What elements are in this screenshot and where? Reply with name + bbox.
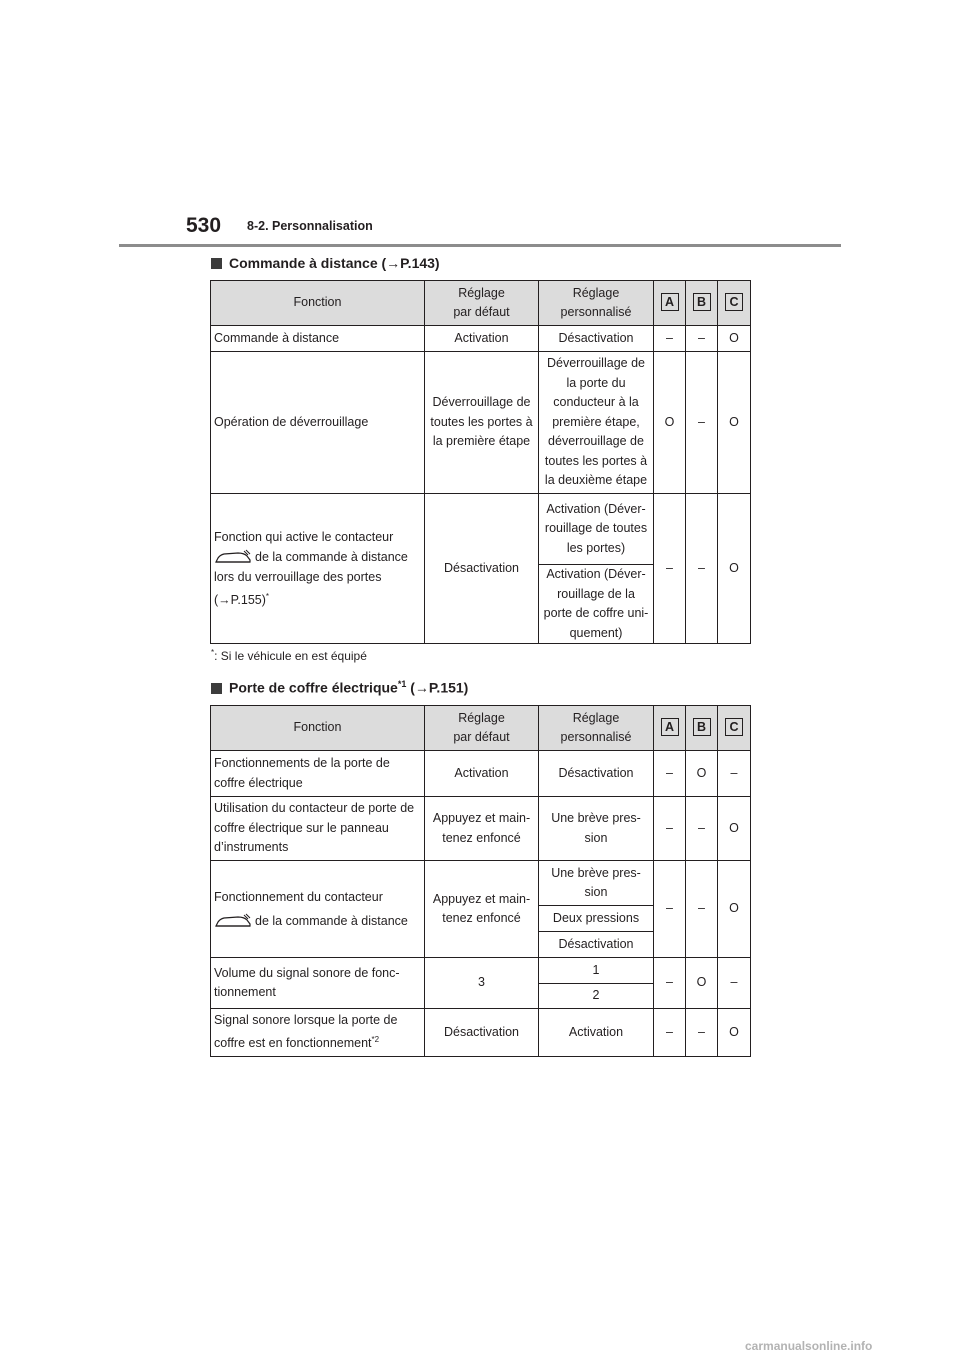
power-tailgate-table [210,705,751,1057]
cell-custom: 1 [539,958,654,984]
cell-a: – [654,494,686,644]
cell-b: – [686,494,718,644]
col-header-fonction: Fonction [211,706,425,751]
cell-a: – [654,1009,686,1057]
cell-b: – [686,352,718,494]
cell-fonction: Utilisation du contacteur de porte de coffre électrique sur le panneau d’instruments [211,797,425,861]
col-header-default: Réglage par défaut [425,281,539,326]
cell-fonction: Commande à distance [211,326,425,352]
cell-custom: Déverrouillage de la porte du conducteur à la première étape, déverrouillage de toutes les portes à la deuxième étape [539,352,654,494]
col-header-b: B [686,281,718,326]
bullet-square-icon [211,258,222,269]
cell-default: 3 [425,958,539,1009]
cell-custom: Désactivation [539,932,654,958]
cell-default: Activation [425,751,539,797]
col-header-a: A [654,281,686,326]
cell-a: – [654,326,686,352]
cell-custom: Activation [539,1009,654,1057]
col-header-fonction: Fonction [211,281,425,326]
col-header-custom: Réglage personnalisé [539,706,654,751]
col-header-b: B [686,706,718,751]
remote-key-icon [214,549,252,565]
cell-custom: Activation (Déver-rouillage de toutes les portes) [539,494,654,565]
footnote-mark: *2 [371,1035,380,1045]
cell-default: Désactivation [425,494,539,644]
cell-c: – [718,958,751,1009]
cell-fonction [211,1009,425,1057]
footnote-mark: * [211,648,215,657]
cell-custom: Activation (Déver-rouillage de la porte de coffre uni-quement) [539,565,654,644]
cell-default: Appuyez et main-tenez enfoncé [425,861,539,958]
col-header-c: C [718,706,751,751]
cell-fonction-text-2: de la commande à distance [255,549,408,564]
cell-fonction-ref: (→P.155) [214,593,266,608]
cell-default: Activation [425,326,539,352]
cell-c: O [718,1009,751,1057]
cell-fonction: Volume du signal sonore de fonc-tionnement [211,958,425,1009]
section-heading-text: Commande à distance (→P.143) [229,255,440,271]
footnote-text: : Si le véhicule en est équipé [214,649,367,663]
cell-default: Appuyez et main-tenez enfoncé [425,797,539,861]
col-header-custom: Réglage personnalisé [539,281,654,326]
cell-default: Désactivation [425,1009,539,1057]
footnote [211,648,367,663]
table-row [211,494,751,565]
table-row [211,861,751,906]
table-row [211,326,751,352]
cell-custom: Désactivation [539,751,654,797]
cell-custom: Une brève pres-sion [539,861,654,906]
cell-fonction-text: Signal sonore lorsque la porte de coffre est en fonctionnement [214,1012,398,1051]
cell-c: O [718,326,751,352]
cell-fonction: Opération de déverrouillage [211,352,425,494]
cell-b: – [686,861,718,958]
table-row [211,958,751,984]
col-header-a: A [654,706,686,751]
chapter-title: 8-2. Personnalisation [247,219,373,233]
section-heading-ref: (→P.151) [406,679,469,696]
footnote-mark: *1 [397,679,407,689]
cell-b: – [686,797,718,861]
table-header-row [211,281,751,326]
cell-a: – [654,751,686,797]
cell-b: – [686,326,718,352]
cell-fonction [211,861,425,958]
cell-a: – [654,797,686,861]
cell-b: – [686,1009,718,1057]
cell-custom: Désactivation [539,326,654,352]
col-header-default: Réglage par défaut [425,706,539,751]
table-row [211,1009,751,1057]
cell-default: Déverrouillage de toutes les portes à la première étape [425,352,539,494]
cell-fonction-text-2: de la commande à distance [255,914,408,928]
cell-b: O [686,751,718,797]
cell-c: O [718,797,751,861]
cell-a: – [654,861,686,958]
cell-c: – [718,751,751,797]
cell-custom: 2 [539,984,654,1009]
cell-custom: Une brève pres-sion [539,797,654,861]
col-header-c: C [718,281,751,326]
header-rule [119,244,841,247]
table-row [211,352,751,494]
cell-a: – [654,958,686,1009]
watermark: carmanualsonline.info [745,1339,873,1353]
cell-b: O [686,958,718,1009]
cell-a: O [654,352,686,494]
cell-c: O [718,352,751,494]
cell-c: O [718,861,751,958]
table-row [211,797,751,861]
bullet-square-icon [211,683,222,694]
cell-fonction: Fonctionnements de la porte de coffre électrique [211,751,425,797]
section-heading-power-tailgate [211,679,468,696]
cell-custom: Deux pressions [539,906,654,932]
remote-control-table [210,280,751,644]
table-row [211,751,751,797]
remote-key-icon [214,913,252,929]
page-number: 530 [186,214,222,237]
cell-fonction-text-1: Fonction qui active le contacteur [214,529,394,544]
cell-fonction-text-3: lors du verrouillage des portes [214,569,382,584]
cell-fonction [211,494,425,644]
cell-fonction-text-1: Fonctionnement du contacteur [214,890,383,904]
table-header-row [211,706,751,751]
section-heading-remote [211,255,440,271]
cell-c: O [718,494,751,644]
footnote-mark: * [265,591,270,601]
section-heading-text: Porte de coffre électrique [229,679,398,696]
